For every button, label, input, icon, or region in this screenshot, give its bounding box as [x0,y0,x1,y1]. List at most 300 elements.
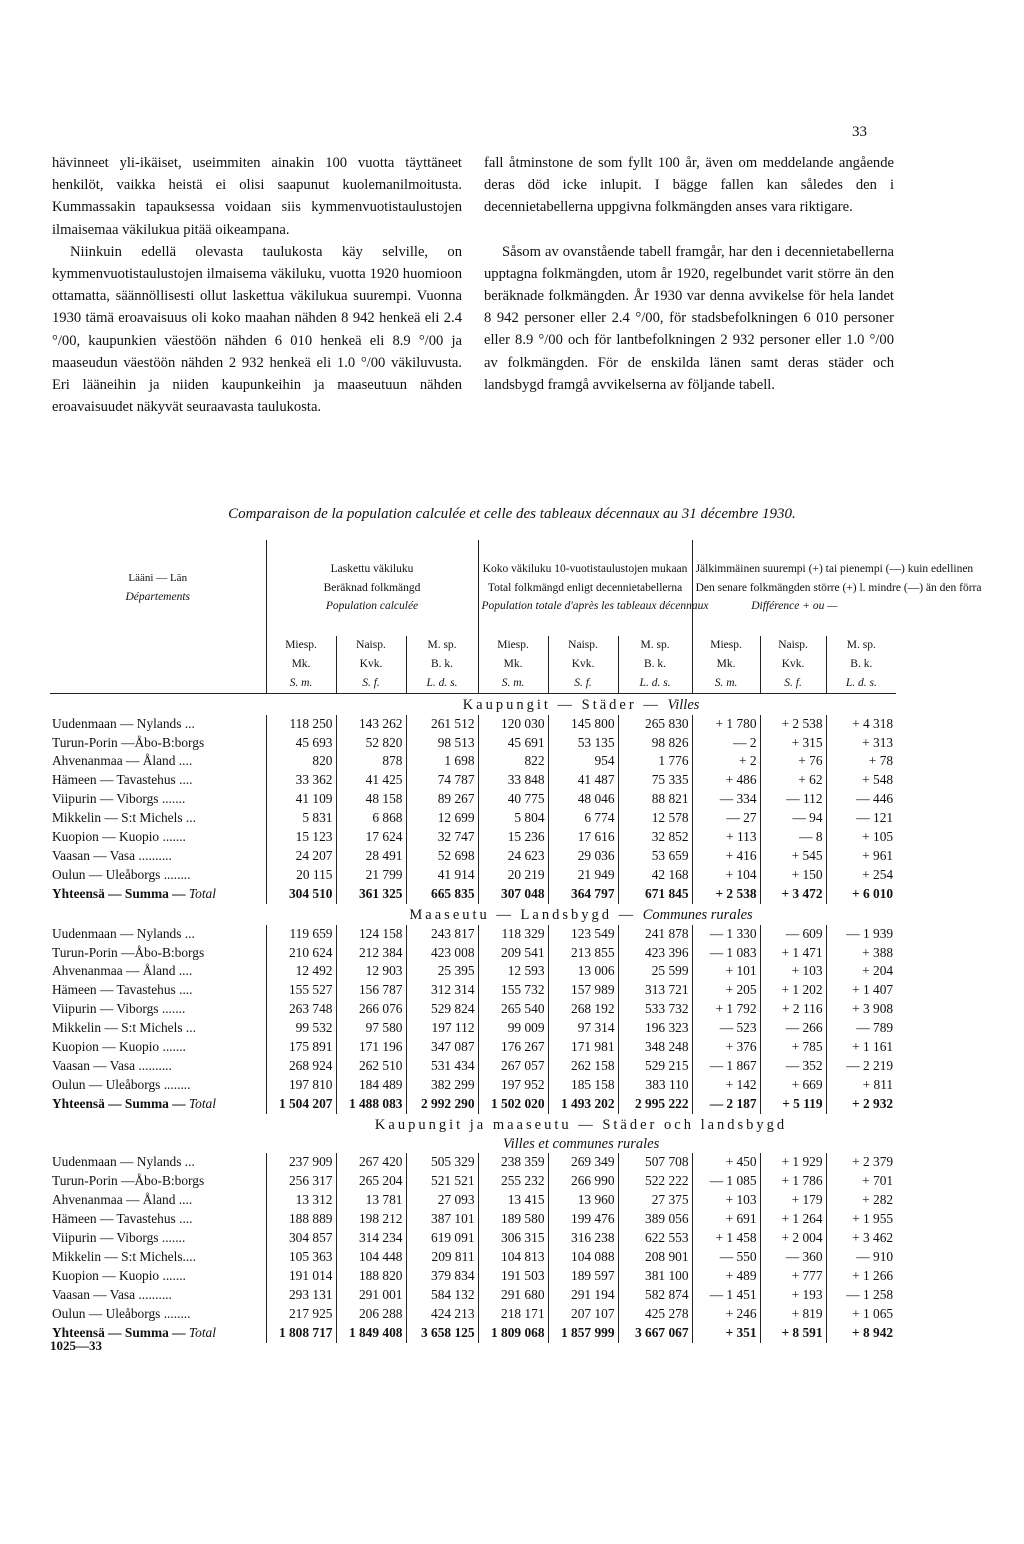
table-subheader-row [50,636,896,693]
value-cell: — 1 083 [692,944,760,963]
value-cell: 13 006 [548,962,618,981]
value-cell: 954 [548,752,618,771]
section-subtitle: Villes et communes rurales [502,1135,660,1152]
table-row [50,771,896,790]
value-cell: 425 278 [618,1305,692,1324]
value-cell: 97 314 [548,1019,618,1038]
value-cell: + 3 908 [852,1001,894,1017]
subheader-fr: L. d. s. [426,676,458,689]
value-cell: 155 527 [266,981,336,1000]
value-cell: 1 849 408 [336,1324,406,1343]
value-cell: 41 487 [548,771,618,790]
total-label-french: Total [188,1095,216,1111]
value-cell: + 205 [692,981,760,1000]
value-cell: + 103 [692,1191,760,1210]
value-cell: + 76 [760,752,826,771]
value-cell: 243 817 [406,925,478,944]
value-cell: — 789 [856,1020,894,1036]
value-cell: 878 [336,752,406,771]
total-row [50,1324,896,1343]
subheader-sv: B. k. [430,657,454,670]
value-cell: 383 110 [618,1076,692,1095]
value-cell: 32 747 [406,828,478,847]
value-cell: 12 593 [478,962,548,981]
value-cell: 104 088 [548,1248,618,1267]
value-cell: 53 659 [618,847,692,866]
table-row [50,1229,896,1248]
value-cell: 307 048 [478,885,548,904]
value-cell: + 1 266 [852,1267,894,1283]
value-cell: 619 091 [406,1229,478,1248]
value-cell: + 1 264 [760,1210,826,1229]
value-cell: 1 504 207 [266,1095,336,1114]
total-label-french: Total [188,885,216,901]
row-label: Uudenmaan — Nylands ... [50,925,266,944]
value-cell: 25 599 [618,962,692,981]
row-label [50,1095,266,1114]
value-cell: 198 212 [336,1210,406,1229]
value-cell: + 691 [692,1210,760,1229]
value-cell: 424 213 [406,1305,478,1324]
value-cell: 12 903 [336,962,406,981]
subheader-cell [336,636,406,693]
value-cell: 120 030 [478,715,548,734]
value-cell: 156 787 [336,981,406,1000]
swedish-paragraph-1: fall åtminstone de som fyllt 100 år, även om meddelande angående deras död icke inlupit. I bägge fallen kan således den i decennietabellerna uppgivna folkmängden anses vara riktigare. [484,155,894,216]
value-cell: — 446 [856,791,894,807]
value-cell: + 548 [862,772,894,788]
value-cell: + 2 379 [852,1154,894,1170]
value-cell: 33 362 [266,771,336,790]
value-cell: + 1 786 [760,1172,826,1191]
value-cell: — 2 187 [692,1095,760,1114]
total-row [50,1095,896,1114]
value-cell: 314 234 [336,1229,406,1248]
section-subtitle-row [50,1135,896,1154]
value-cell: + 819 [760,1305,826,1324]
row-label: Mikkelin — S:t Michels.... [50,1248,266,1267]
value-cell: — 1 330 [692,925,760,944]
value-cell: 382 299 [406,1076,478,1095]
subheader-fi: Naisp. [778,639,808,651]
value-cell: 665 835 [406,885,478,904]
subheader-fr: S. m. [714,676,738,689]
value-cell: 197 810 [266,1076,336,1095]
value-cell: + 104 [692,866,760,885]
subheader-cell [692,636,760,693]
row-label: Hämeen — Tavastehus .... [50,771,266,790]
value-cell: 28 491 [336,847,406,866]
row-label: Mikkelin — S:t Michels ... [50,1019,266,1038]
row-label [50,885,266,904]
row-label: Ahvenanmaa — Åland .... [50,962,266,981]
total-label: Yhteensä — Summa — [52,1095,186,1111]
value-cell: 97 580 [336,1019,406,1038]
value-cell: + 101 [692,962,760,981]
value-cell: 267 420 [336,1153,406,1172]
value-cell: 268 924 [266,1057,336,1076]
value-cell: 40 775 [478,790,548,809]
value-cell: 53 135 [548,734,618,753]
value-cell: 25 395 [406,962,478,981]
row-label: Oulun — Uleåborgs ........ [50,866,266,885]
value-cell: 237 909 [266,1153,336,1172]
subheader-fi: M. sp. [640,639,670,651]
value-cell: 348 248 [618,1038,692,1057]
value-cell: 533 732 [618,1000,692,1019]
value-cell: 118 250 [266,715,336,734]
subheader-sv: Mk. [503,657,523,670]
subheader-cell [618,636,692,693]
header-group2-french: Population totale d'après les tableaux décennaux [481,600,709,613]
section-title [266,693,896,714]
header-lan-french: Départements [125,591,190,603]
value-cell: 155 732 [478,981,548,1000]
value-cell: 17 624 [336,828,406,847]
row-label: Mikkelin — S:t Michels ... [50,809,266,828]
value-cell: + 204 [862,963,894,979]
value-cell: 1 776 [618,752,692,771]
subheader-fr: S. f. [362,676,380,689]
table-row [50,1286,896,1305]
value-cell: 185 158 [548,1076,618,1095]
value-cell: + 2 932 [851,1095,894,1111]
value-cell: 206 288 [336,1305,406,1324]
subheader-fi: Miesp. [285,639,317,651]
table-row [50,925,896,944]
subheader-cell [478,636,548,693]
row-label: Vaasan — Vasa .......... [50,1286,266,1305]
subheader-fr: L. d. s. [639,676,671,689]
value-cell: + 1 955 [852,1211,894,1227]
value-cell: 41 109 [266,790,336,809]
section-title-french: Communes rurales [642,906,753,923]
value-cell: 199 476 [548,1210,618,1229]
value-cell: 99 532 [266,1019,336,1038]
value-cell: 3 658 125 [406,1324,478,1343]
value-cell: + 2 [692,752,760,771]
table-row [50,944,896,963]
value-cell: + 62 [760,771,826,790]
value-cell: 41 914 [406,866,478,885]
value-cell: + 450 [692,1153,760,1172]
subheader-cell [826,636,896,693]
value-cell: — 94 [760,809,826,828]
value-cell: 184 489 [336,1076,406,1095]
value-cell: + 2 004 [760,1229,826,1248]
value-cell: 12 578 [618,809,692,828]
value-cell: 20 115 [266,866,336,885]
value-cell: 197 952 [478,1076,548,1095]
finnish-paragraph-2: Niinkuin edellä olevasta taulukosta käy selville, on kymmenvuotistaulustojen ilmaisema väkiluku, vuotta 1920 huomioon ottamatta, säännöllisesti ollut laskettua väkilukua suurempi. Vuonna 1930 tämä eroavaisuus oli koko maahan nähden 8 942 henkeä eli 2.4 °/00, kaupunkien väestöön nähden 6 010 henkeä eli 8.9 °/00 ja maaseudun väestöön nähden 2 932 henkeä eli 1.0 °/00 väkiluvusta. Eri lääneihin ja niiden kaupunkeihin ja maaseutuun nähden eroavaisuudet näkyvät seuraavasta taulukosta. [52,243,462,416]
section-title [266,1114,896,1135]
value-cell: + 777 [760,1267,826,1286]
row-label: Uudenmaan — Nylands ... [50,715,266,734]
value-cell: + 1 065 [852,1305,894,1321]
value-cell: 27 375 [618,1191,692,1210]
table-row [50,1267,896,1286]
population-comparison-table [50,540,982,1343]
table-row [50,828,896,847]
value-cell: 1 698 [406,752,478,771]
value-cell: 189 580 [478,1210,548,1229]
value-cell: 381 100 [618,1267,692,1286]
section-blank [50,1114,266,1135]
header-group3-swedish: Den senare folkmängden större (+) l. mindre (—) än den förra [695,581,982,594]
value-cell: + 246 [692,1305,760,1324]
value-cell: 293 131 [266,1286,336,1305]
value-cell: 171 196 [336,1038,406,1057]
section-title-text: Kaupungit — Städer — [462,696,661,713]
population-table-wrapper [50,540,982,1343]
footer-code: 1025—33 [50,1338,102,1353]
table-row [50,1000,896,1019]
subheader-fr: S. m. [501,676,525,689]
header-group3-finnish: Jälkimmäinen suurempi (+) tai pienempi (—) kuin edellinen [695,562,974,575]
total-row [50,885,896,904]
value-cell: 2 992 290 [406,1095,478,1114]
row-label: Turun-Porin —Åbo-B:borgs [50,734,266,753]
value-cell: 6 774 [548,809,618,828]
subheader-cell [266,636,336,693]
value-cell: 48 046 [548,790,618,809]
total-label: Yhteensä — Summa — [52,1324,186,1340]
value-cell: 20 219 [478,866,548,885]
value-cell: + 193 [760,1286,826,1305]
section-title-french: Villes [667,696,700,713]
value-cell: 423 396 [618,944,692,963]
value-cell: + 416 [692,847,760,866]
value-cell: 15 236 [478,828,548,847]
table-header-row [50,540,896,636]
value-cell: 291 194 [548,1286,618,1305]
header-group1-finnish: Laskettu väkiluku [330,562,414,575]
value-cell: 2 995 222 [618,1095,692,1114]
table-row [50,1248,896,1267]
table-row [50,752,896,771]
value-cell: + 179 [760,1191,826,1210]
subheader-sv: Kvk. [571,657,595,670]
value-cell: 312 314 [406,981,478,1000]
value-cell: 584 132 [406,1286,478,1305]
value-cell: 207 107 [548,1305,618,1324]
header-group2-swedish: Total folkmängd enligt decennietabellerna [487,581,683,594]
value-cell: 75 335 [618,771,692,790]
row-label: Vaasan — Vasa .......... [50,1057,266,1076]
total-label: Yhteensä — Summa — [52,885,186,901]
value-cell: 671 845 [618,885,692,904]
value-cell: — 27 [692,809,760,828]
value-cell: 622 553 [618,1229,692,1248]
header-group1-swedish: Beräknad folkmängd [323,581,421,594]
value-cell: 41 425 [336,771,406,790]
value-cell: 265 540 [478,1000,548,1019]
value-cell: 582 874 [618,1286,692,1305]
value-cell: + 785 [760,1038,826,1057]
swedish-paragraph-2: Såsom av ovanstående tabell framgår, har den i decennietabellerna upptagna folkmängden, utom år 1920, regelbundet varit större än den beräknade folkmängden. År 1930 var denna avvikelse för hela landet 8 942 personer eller 2.4 °/00, för stadsbefolkningen 6 010 personer eller 8.9 °/00 och för lantbefolkningen 2 932 personer eller 1.0 °/00 av folkmängden. För de enskilda länen samt deras städer och landsbygd framgå avvikelserna av följande tabell. [484,243,894,393]
value-cell: + 2 116 [760,1000,826,1019]
value-cell: 212 384 [336,944,406,963]
value-cell: + 811 [862,1076,894,1092]
value-cell: + 105 [862,829,894,845]
value-cell: + 486 [692,771,760,790]
value-cell: 1 493 202 [548,1095,618,1114]
table-row [50,1038,896,1057]
value-cell: 13 960 [548,1191,618,1210]
value-cell: 118 329 [478,925,548,944]
value-cell: 209 541 [478,944,548,963]
table-caption: Comparaison de la population calculée et celle des tableaux décennaux au 31 décembre 1930. [228,506,796,522]
table-row [50,1057,896,1076]
value-cell: 263 748 [266,1000,336,1019]
value-cell: 3 667 067 [618,1324,692,1343]
value-cell: 52 698 [406,847,478,866]
value-cell: + 376 [692,1038,760,1057]
value-cell: 820 [266,752,336,771]
value-cell: 1 857 999 [548,1324,618,1343]
value-cell: 196 323 [618,1019,692,1038]
table-row [50,790,896,809]
value-cell: 256 317 [266,1172,336,1191]
section-blank [50,904,266,925]
value-cell: 1 808 717 [266,1324,336,1343]
value-cell: 27 093 [406,1191,478,1210]
row-label: Oulun — Uleåborgs ........ [50,1076,266,1095]
value-cell: 522 222 [618,1172,692,1191]
subheader-fi: Naisp. [568,639,598,651]
value-cell: + 282 [862,1192,894,1208]
value-cell: 13 312 [266,1191,336,1210]
header-difference [692,540,982,636]
value-cell: 389 056 [618,1210,692,1229]
row-label: Viipurin — Viborgs ....... [50,1229,266,1248]
row-label: Turun-Porin —Åbo-B:borgs [50,1172,266,1191]
value-cell: + 5 119 [760,1095,826,1114]
value-cell: + 6 010 [851,885,894,901]
value-cell: + 1 792 [692,1000,760,1019]
row-label: Turun-Porin —Åbo-B:borgs [50,944,266,963]
value-cell: 6 868 [336,809,406,828]
value-cell: 304 510 [266,885,336,904]
value-cell: — 8 [760,828,826,847]
value-cell: 822 [478,752,548,771]
table-row [50,1210,896,1229]
subheader-fi: Miesp. [710,639,742,651]
value-cell: 24 207 [266,847,336,866]
value-cell: 208 901 [618,1248,692,1267]
value-cell: 189 597 [548,1267,618,1286]
value-cell: + 1 202 [760,981,826,1000]
row-label: Viipurin — Viborgs ....... [50,1000,266,1019]
value-cell: 171 981 [548,1038,618,1057]
header-decennial-population [478,540,709,636]
row-label: Ahvenanmaa — Åland .... [50,752,266,771]
subheader-sv: Kvk. [781,657,805,670]
value-cell: — 609 [760,925,826,944]
value-cell: 52 820 [336,734,406,753]
section-title-row [50,904,896,925]
value-cell: 209 811 [406,1248,478,1267]
value-cell: + 1 471 [760,944,826,963]
value-cell: 531 434 [406,1057,478,1076]
value-cell: 175 891 [266,1038,336,1057]
value-cell: 529 215 [618,1057,692,1076]
value-cell: 218 171 [478,1305,548,1324]
header-calculated-population [266,540,478,636]
value-cell: 268 192 [548,1000,618,1019]
table-row [50,809,896,828]
value-cell: 176 267 [478,1038,548,1057]
table-row [50,734,896,753]
value-cell: 255 232 [478,1172,548,1191]
subheader-fi: Miesp. [497,639,529,651]
value-cell: — 1 451 [692,1286,760,1305]
value-cell: 24 623 [478,847,548,866]
value-cell: + 1 458 [692,1229,760,1248]
table-row [50,1305,896,1324]
value-cell: 313 721 [618,981,692,1000]
value-cell: 505 329 [406,1153,478,1172]
value-cell: 74 787 [406,771,478,790]
value-cell: 15 123 [266,828,336,847]
value-cell: — 112 [760,790,826,809]
section-title-row [50,693,896,714]
value-cell: 17 616 [548,828,618,847]
subheader-cell [760,636,826,693]
value-cell: 191 503 [478,1267,548,1286]
value-cell: 316 238 [548,1229,618,1248]
value-cell: — 121 [856,810,894,826]
value-cell: 157 989 [548,981,618,1000]
value-cell: + 3 462 [852,1230,894,1246]
value-cell: 5 804 [478,809,548,828]
value-cell: 361 325 [336,885,406,904]
value-cell: + 142 [692,1076,760,1095]
value-cell: — 1 085 [692,1172,760,1191]
row-label: Oulun — Uleåborgs ........ [50,1305,266,1324]
value-cell: 238 359 [478,1153,548,1172]
value-cell: — 2 219 [846,1057,894,1073]
value-cell: 188 889 [266,1210,336,1229]
subheader-fr: S. m. [289,676,313,689]
value-cell: 213 855 [548,944,618,963]
subheader-sv: Mk. [716,657,736,670]
value-cell: 98 826 [618,734,692,753]
value-cell: 265 830 [618,715,692,734]
value-cell: 145 800 [548,715,618,734]
table-row [50,715,896,734]
value-cell: — 550 [692,1248,760,1267]
header-group2-finnish: Koko väkiluku 10-vuotistaulustojen mukaan [482,562,688,575]
subheader-cell [406,636,478,693]
value-cell: + 1 407 [852,982,894,998]
page-number: 33 [852,124,867,140]
value-cell: + 961 [862,847,894,863]
swedish-text-column [484,152,894,396]
value-cell: — 1 867 [692,1057,760,1076]
value-cell: + 78 [868,753,894,769]
value-cell: 262 510 [336,1057,406,1076]
subheader-cell [548,636,618,693]
section-title [266,904,896,925]
value-cell: + 489 [692,1267,760,1286]
subheader-sv: Kvk. [359,657,383,670]
value-cell: + 1 161 [852,1039,894,1055]
value-cell: 261 512 [406,715,478,734]
value-cell: 379 834 [406,1267,478,1286]
value-cell: 304 857 [266,1229,336,1248]
value-cell: — 523 [692,1019,760,1038]
